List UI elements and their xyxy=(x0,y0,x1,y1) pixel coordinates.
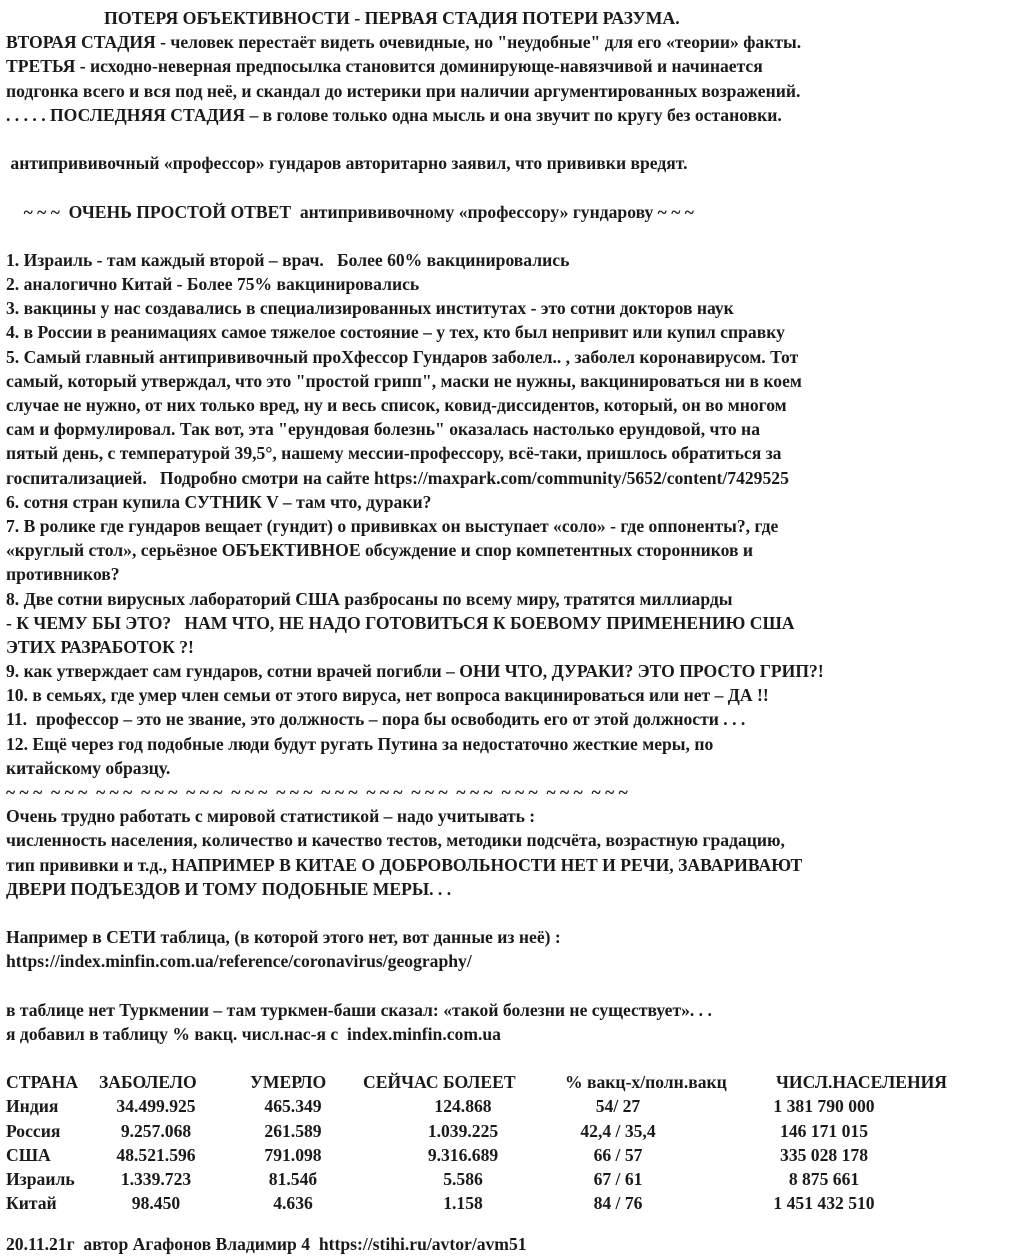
point-line: 10. в семьях, где умер член семьи от этого вируса, нет вопроса вакцинироваться или нет – ДА !! xyxy=(6,685,769,706)
table-header-row xyxy=(6,1070,1012,1094)
cell-cases: 48.521.596 xyxy=(116,1144,196,1165)
statistics-table xyxy=(6,1070,1012,1214)
table-row xyxy=(6,1191,1012,1215)
point-line: 7. В ролике где гундаров вещает (гундит) о прививках он выступает «соло» - где оппоненты?, где xyxy=(6,515,779,536)
stats-intro-line: численность населения, количество и качество тестов, методики подсчёта, возрастную градацию, xyxy=(6,830,785,851)
cell-deaths: 261.589 xyxy=(264,1120,322,1141)
cell-vacc: 54/ 27 xyxy=(595,1096,641,1117)
cell-population: 146 171 015 xyxy=(780,1120,868,1141)
points-list xyxy=(6,248,1012,780)
cell-country: Россия xyxy=(6,1120,61,1141)
stats-intro-line: Очень трудно работать с мировой статистикой – надо учитывать : xyxy=(6,806,536,827)
stage-three: ТРЕТЬЯ - исходно-неверная предпосылка становится доминирующе-навязчивой и начинается xyxy=(6,56,763,77)
stage-two: ВТОРАЯ СТАДИЯ - человек перестаёт видеть очевидные, но "неудобные" для его «теории» факты. xyxy=(6,32,802,53)
stage-three-cont: подгонка всего и вся под неё, и скандал до истерики при наличии аргументированных возражений. xyxy=(6,80,801,101)
cell-deaths: 791.098 xyxy=(264,1144,322,1165)
point-line: госпитализацией. Подробно смотри на сайте https://maxpark.com/community/5652/content/7429525 xyxy=(6,467,789,488)
point-line: 6. сотня стран купила СУТНИК V – там что, дураки? xyxy=(6,491,432,512)
cell-population: 335 028 178 xyxy=(780,1144,868,1165)
col-country-header: СТРАНА xyxy=(6,1072,79,1093)
cell-country: Китай xyxy=(6,1193,57,1214)
cell-cases: 34.499.925 xyxy=(116,1096,196,1117)
point-line: ЭТИХ РАЗРАБОТОК ?! xyxy=(6,636,194,657)
cell-cases: 98.450 xyxy=(131,1193,181,1214)
point-line: самый, который утверждал, что это "простой грипп", маски не нужны, вакцинироваться ни в коем xyxy=(6,370,802,391)
table-row xyxy=(6,1167,1012,1191)
cell-deaths: 4.636 xyxy=(273,1193,313,1214)
point-line: 2. аналогично Китай - Более 75% вакцинировались xyxy=(6,274,420,295)
table-note: в таблице нет Туркмении – там туркмен-баши сказал: «такой болезни не существует». . . xyxy=(6,999,712,1020)
col-active-header: СЕЙЧАС БОЛЕЕТ xyxy=(363,1072,516,1093)
source-link: https://index.minfin.com.ua/reference/coronavirus/geography/ xyxy=(6,951,472,972)
point-line: 12. Ещё через год подобные люди будут ругать Путина за недостаточно жесткие меры, по xyxy=(6,733,714,754)
point-line: случае не нужно, от них только вред, ну и весь список, ковид-диссидентов, который, он во многом xyxy=(6,395,787,415)
cell-active: 1.158 xyxy=(443,1193,483,1214)
cell-population: 1 451 432 510 xyxy=(773,1193,875,1214)
point-line: 8. Две сотни вирусных лабораторий США разбросаны по всему миру, тратятся миллиарды xyxy=(6,588,733,609)
footer-credit: 20.11.21г автор Агафонов Владимир 4 https://stihi.ru/avtor/avm51 xyxy=(6,1234,527,1254)
col-cases-header: ЗАБОЛЕЛО xyxy=(99,1072,197,1093)
point-line: противников? xyxy=(6,564,120,585)
cell-cases: 1.339.723 xyxy=(120,1169,192,1190)
cell-active: 9.316.689 xyxy=(427,1144,499,1165)
last-stage: . . . . . ПОСЛЕДНЯЯ СТАДИЯ – в голове только одна мысль и она звучит по кругу без остановки. xyxy=(6,104,782,125)
col-vacc-header: % вакц-х/полн.вакц xyxy=(565,1072,727,1093)
separator: ~ ~ ~ ~ ~ ~ ~ ~ ~ ~ ~ ~ ~ ~ ~ ~ ~ ~ ~ ~ ~ ~ ~ ~ ~ ~ ~ ~ ~ ~ ~ ~ ~ ~ ~ ~ ~ ~ ~ ~ ~ ~ xyxy=(6,782,628,802)
cell-vacc: 66 / 57 xyxy=(593,1144,643,1165)
point-line: - К ЧЕМУ БЫ ЭТО? НАМ ЧТО, НЕ НАДО ГОТОВИТЬСЯ К БОЕВОМУ ПРИМЕНЕНИЮ США xyxy=(6,612,795,633)
cell-active: 5.586 xyxy=(443,1169,483,1190)
point-line: «круглый стол», серьёзное ОБЪЕКТИВНОЕ обсуждение и спор компетентных сторонников и xyxy=(6,540,754,561)
cell-population: 1 381 790 000 xyxy=(773,1096,875,1117)
document xyxy=(6,6,1012,1214)
main-title: ПОТЕРЯ ОБЪЕКТИВНОСТИ - ПЕРВАЯ СТАДИЯ ПОТЕРИ РАЗУМА. xyxy=(104,8,680,28)
cell-vacc: 42,4 / 35,4 xyxy=(580,1120,656,1141)
answer-title: ~ ~ ~ ОЧЕНЬ ПРОСТОЙ ОТВЕТ антипрививочному «профессору» гундарову ~ ~ ~ xyxy=(6,201,694,222)
point-line: 9. как утверждает сам гундаров, сотни врачей погибли – ОНИ ЧТО, ДУРАКИ? ЭТО ПРОСТО ГРИП?! xyxy=(6,661,824,682)
cell-country: Израиль xyxy=(6,1169,75,1190)
cell-deaths: 81.54б xyxy=(268,1169,318,1190)
table-row xyxy=(6,1143,1012,1167)
table-note: я добавил в таблицу % вакц. числ.нас-я с index.minfin.com.ua xyxy=(6,1023,501,1044)
point-line: 5. Самый главный антипрививочный проХфессор Гундаров заболел.. , заболел коронавирусом. Тот xyxy=(6,346,799,367)
stats-intro-line: ДВЕРИ ПОДЪЕЗДОВ И ТОМУ ПОДОБНЫЕ МЕРЫ. . . xyxy=(6,878,452,899)
point-line: 4. в России в реанимациях самое тяжелое состояние – у тех, кто был непривит или купил справку xyxy=(6,322,785,343)
point-line: 3. вакцины у нас создавались в специализированных институтах - это сотни докторов наук xyxy=(6,298,734,319)
point-line: 11. профессор – это не звание, это должность – пора бы освободить его от этой должности . . . xyxy=(6,709,746,730)
cell-deaths: 465.349 xyxy=(264,1096,322,1117)
col-population-header: ЧИСЛ.НАСЕЛЕНИЯ xyxy=(776,1072,948,1093)
point-line: китайскому образцу. xyxy=(6,757,171,778)
cell-active: 1.039.225 xyxy=(427,1120,499,1141)
cell-active: 124.868 xyxy=(434,1096,492,1117)
cell-country: США xyxy=(6,1144,51,1165)
statement: антипрививочный «профессор» гундаров авторитарно заявил, что прививки вредят. xyxy=(6,153,688,174)
cell-cases: 9.257.068 xyxy=(120,1120,192,1141)
point-line: 1. Израиль - там каждый второй – врач. Более 60% вакцинировались xyxy=(6,249,570,270)
cell-vacc: 67 / 61 xyxy=(593,1169,643,1190)
point-line: сам и формулировал. Так вот, эта "ерундовая болезнь" оказалась настолько ерундовой, что на xyxy=(6,419,760,440)
table-row xyxy=(6,1119,1012,1143)
source-intro: Например в СЕТИ таблица, (в которой этого нет, вот данные из неё) : xyxy=(6,927,561,948)
stats-intro-line: тип прививки и т.д., НАПРИМЕР В КИТАЕ О ДОБРОВОЛЬНОСТИ НЕТ И РЕЧИ, ЗАВАРИВАЮТ xyxy=(6,854,803,875)
cell-country: Индия xyxy=(6,1096,59,1117)
cell-vacc: 84 / 76 xyxy=(593,1193,643,1214)
cell-population: 8 875 661 xyxy=(788,1169,860,1190)
point-line: пятый день, с температурой 39,5°, нашему мессии-профессору, всё-таки, пришлось обратиться за xyxy=(6,443,782,464)
table-row xyxy=(6,1094,1012,1118)
col-deaths-header: УМЕРЛО xyxy=(250,1072,327,1093)
